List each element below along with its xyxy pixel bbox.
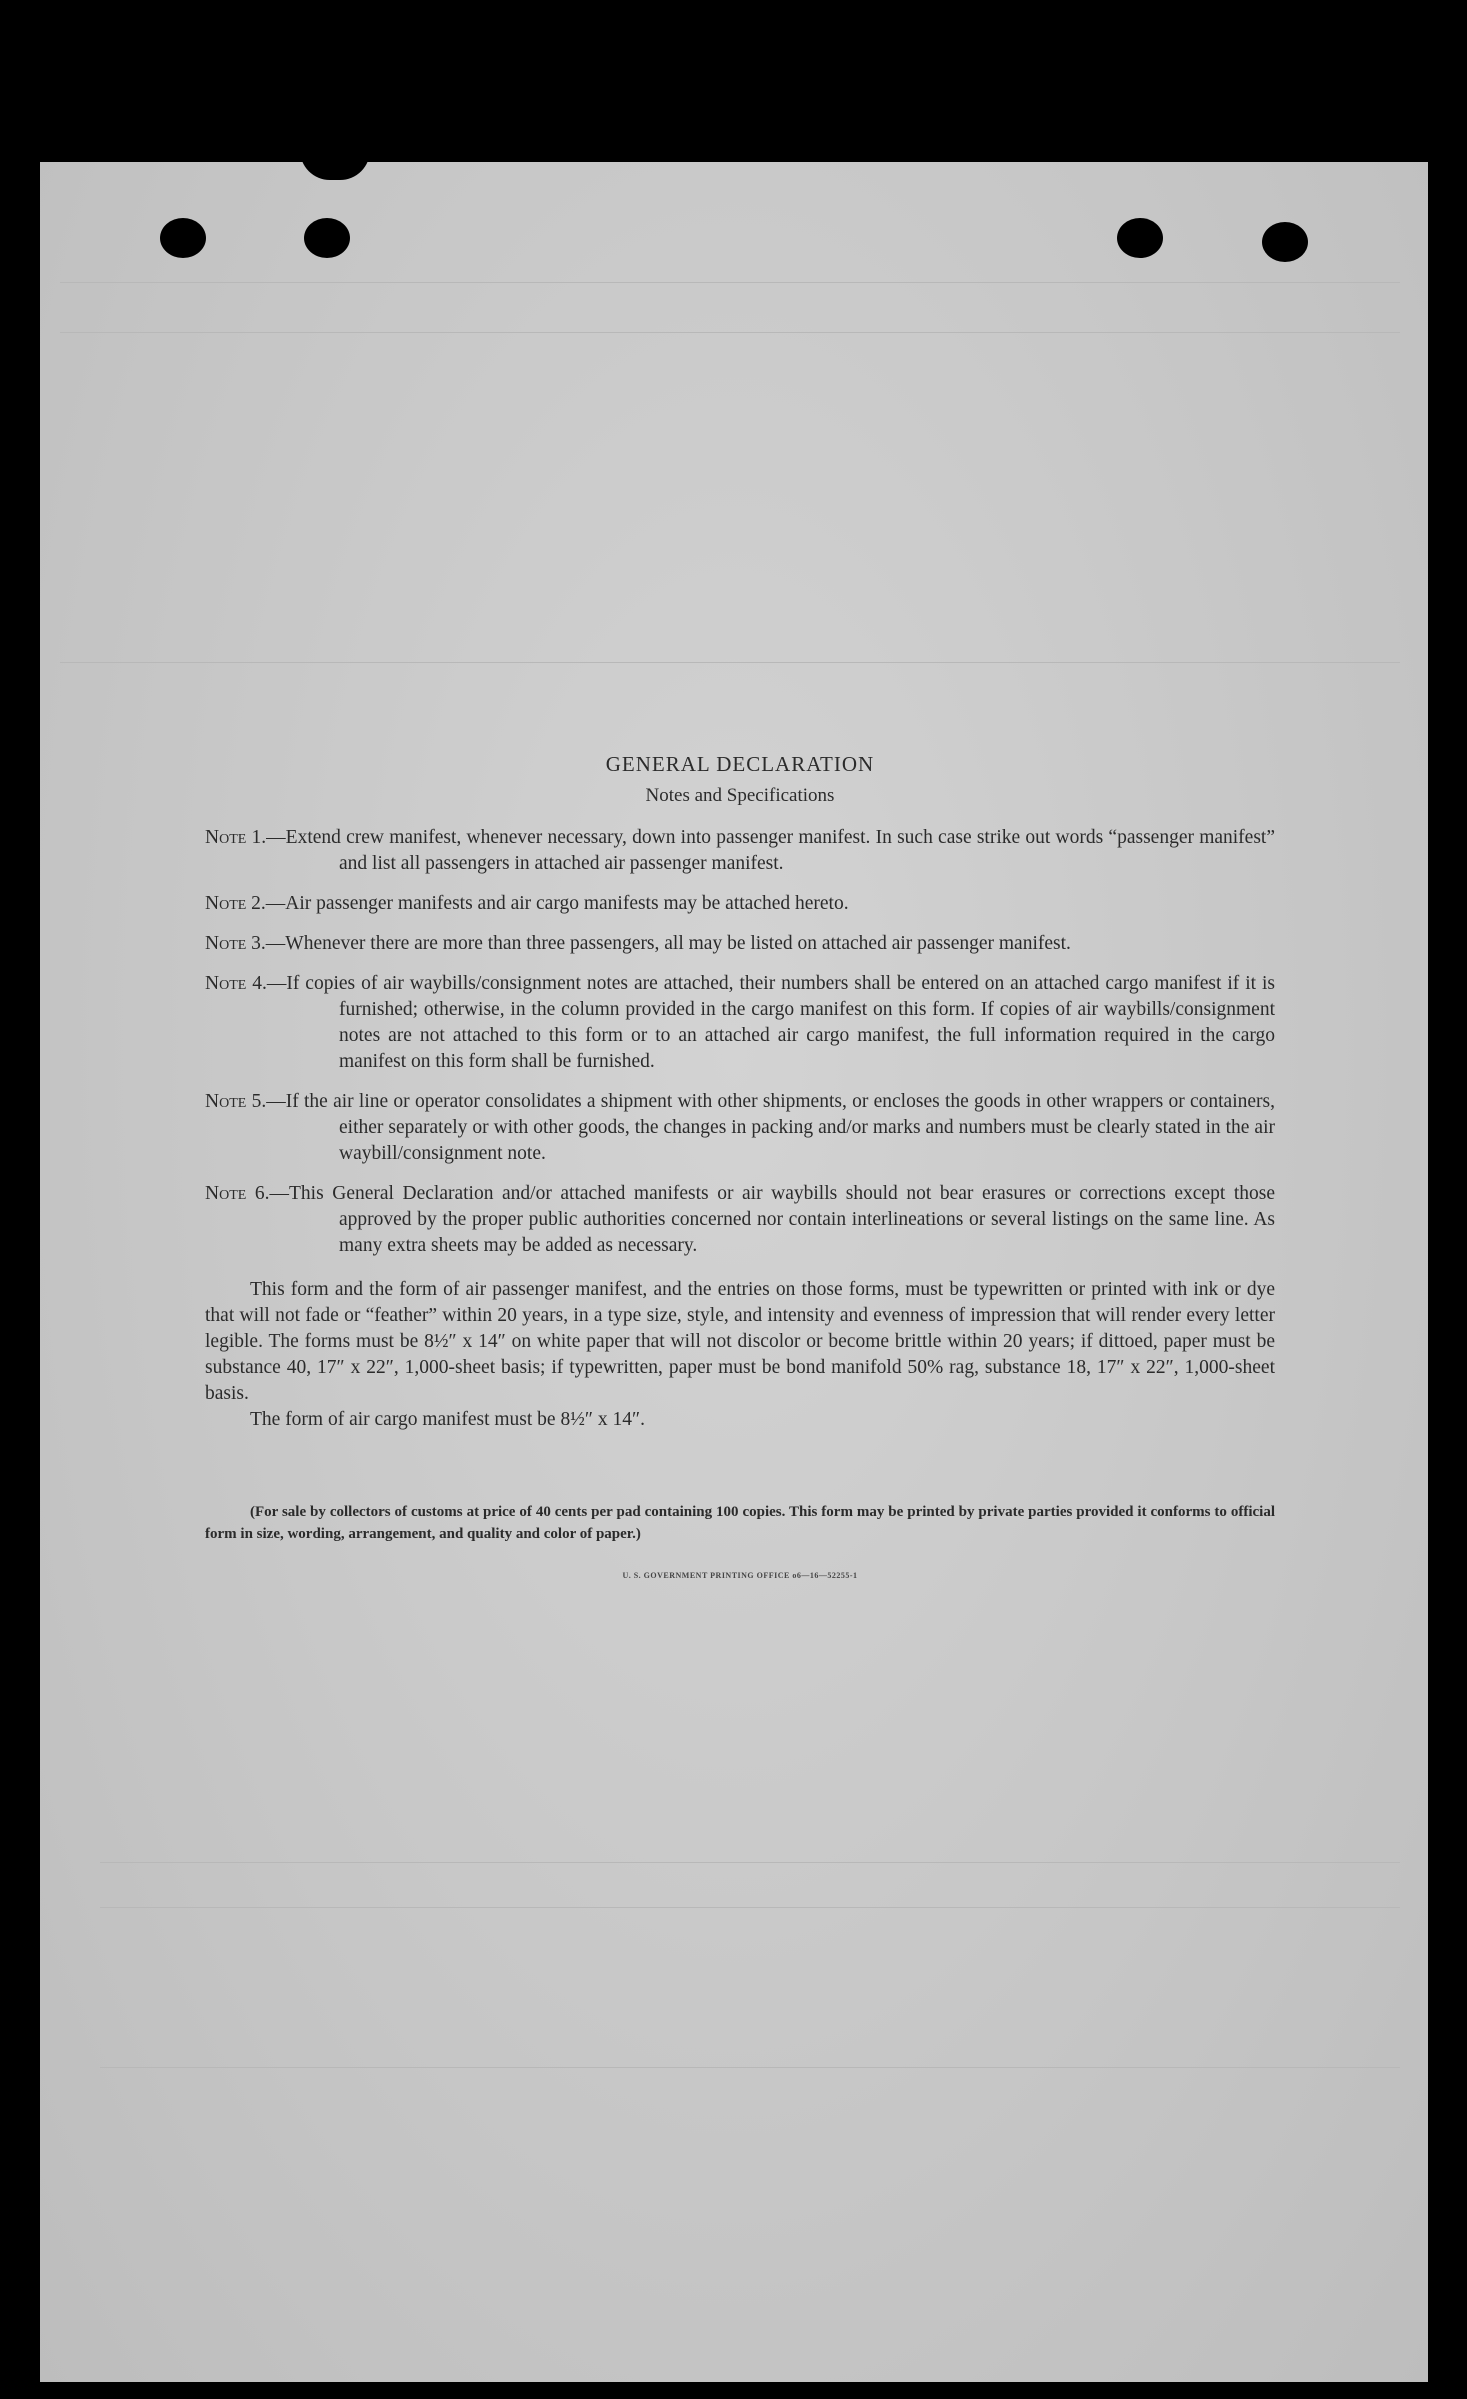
- note-label: Note 4.: [205, 973, 267, 994]
- note-text: Whenever there are more than three passengers, all may be listed on attached air passenger manifest.: [285, 933, 1071, 954]
- note-3: Note 3.—Whenever there are more than three passengers, all may be listed on attached air passenger manifest.: [205, 933, 1071, 954]
- bleed-through-line: [60, 332, 1400, 333]
- punch-hole: [160, 218, 206, 258]
- page-title: GENERAL DECLARATION: [605, 752, 875, 776]
- bleed-through-line: [100, 1907, 1400, 1908]
- bleed-through-line: [100, 2067, 1400, 2068]
- note-text: This General Declaration and/or attached manifests or air waybills should not bear erasures or corrections except those approved by the proper public authorities concerned nor contain interlineations or several listings on the same line. As many extra sheets may be added as necessary.: [289, 1183, 1276, 1256]
- note-label: Note 2.: [205, 893, 266, 914]
- specification-paragraph: This form and the form of air passenger manifest, and the entries on those forms, must be typewritten or printed with ink or dye that will not fade or “feather” within 20 years, in a type size, style, and intensity and evenness of impression that will render every letter legible. The forms must be 8½″ x 14″ on white paper that will not discolor or become brittle within 20 years; if dittoed, paper must be substance 40, 17″ x 22″, 1,000-sheet basis; if typewritten, paper must be bond manifold 50% rag, substance 18, 17″ x 22″, 1,000-sheet basis.: [205, 1279, 1275, 1404]
- note-5: Note 5.—If the air line or operator consolidates a shipment with other shipments, or encloses the goods in other wrappers or containers, either separately or with other goods, the changes in packing and/or marks and numbers must be clearly stated in the air waybill/consignment note.: [205, 1091, 1275, 1164]
- note-text: If copies of air waybills/consignment notes are attached, their numbers shall be entered on an attached cargo manifest if it is furnished; otherwise, in the column provided in the cargo manifest on this form. If copies of air waybills/consignment notes are not attached to this form or to an attached air cargo manifest, the full information required in the cargo manifest on this form shall be furnished.: [286, 973, 1275, 1072]
- bleed-through-line: [60, 662, 1400, 663]
- note-label: Note 5.: [205, 1091, 267, 1112]
- note-4: Note 4.—If copies of air waybills/consignment notes are attached, their numbers shall be entered on an attached cargo manifest if it is furnished; otherwise, in the column provided in the cargo manifest on this form. If copies of air waybills/consignment notes are not attached to this form or to an attached air cargo manifest, the full information required in the cargo manifest on this form shall be furnished.: [205, 973, 1275, 1072]
- bleed-through-line: [100, 1862, 1400, 1863]
- note-1: Note 1.—Extend crew manifest, whenever necessary, down into passenger manifest. In such case strike out words “passenger manifest” and list all passengers in attached air passenger manifest.: [205, 827, 1275, 874]
- note-text: Extend crew manifest, whenever necessary, down into passenger manifest. In such case strike out words “passenger manifest” and list all passengers in attached air passenger manifest.: [285, 827, 1275, 874]
- page-subtitle: Notes and Specifications: [645, 785, 835, 806]
- punch-hole: [304, 218, 350, 258]
- bleed-through-line: [60, 282, 1400, 283]
- punch-hole: [1117, 218, 1163, 258]
- note-text: Air passenger manifests and air cargo manifests may be attached hereto.: [285, 893, 849, 914]
- note-label: Note 3.: [205, 933, 266, 954]
- note-2: Note 2.—Air passenger manifests and air cargo manifests may be attached hereto.: [205, 893, 849, 914]
- punch-hole: [1262, 222, 1308, 262]
- notes-section: [205, 752, 1275, 1580]
- note-label: Note 6.: [205, 1183, 270, 1204]
- sale-notice: (For sale by collectors of customs at price of 40 cents per pad containing 100 copies. This form may be printed by private parties provided it conforms to official form in size, wording, arrangement, and quality and color of paper.): [205, 1504, 1275, 1542]
- note-label: Note 1.: [205, 827, 267, 848]
- note-6: Note 6.—This General Declaration and/or attached manifests or air waybills should not bear erasures or corrections except those approved by the proper public authorities concerned nor contain interlineations or several listings on the same line. As many extra sheets may be added as necessary.: [205, 1183, 1276, 1256]
- cargo-form-paragraph: The form of air cargo manifest must be 8½″ x 14″.: [250, 1409, 645, 1430]
- note-text: If the air line or operator consolidates a shipment with other shipments, or encloses the goods in other wrappers or containers, either separately or with other goods, the changes in packing and/or marks and numbers must be clearly stated in the air waybill/consignment note.: [285, 1091, 1275, 1164]
- printer-line: U. S. GOVERNMENT PRINTING OFFICE o6—16—52255-1: [622, 1571, 858, 1580]
